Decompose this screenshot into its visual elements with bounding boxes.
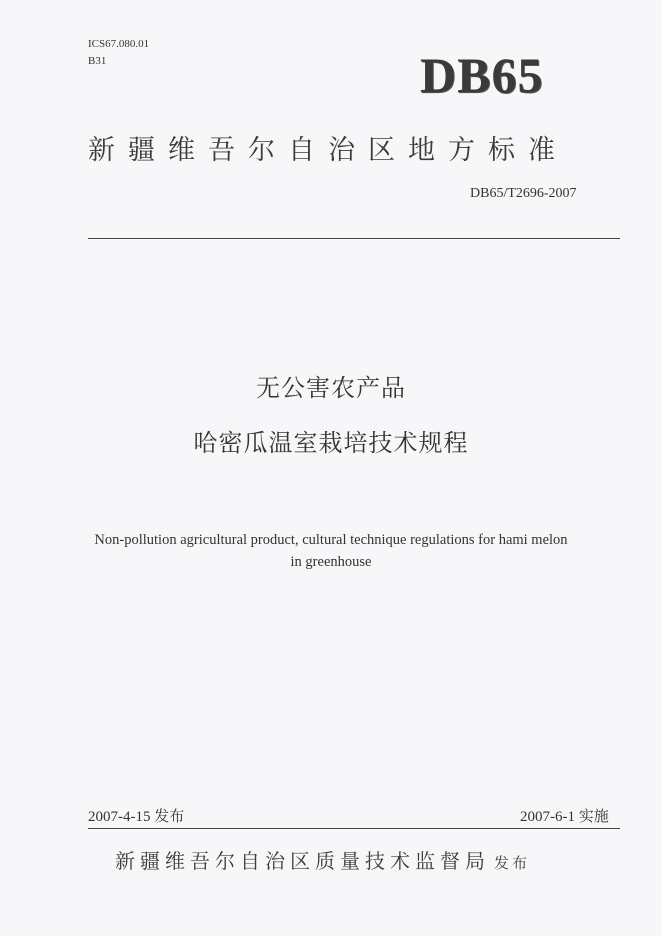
implementation-date: 2007-6-1 实施	[520, 809, 609, 825]
standard-code-logo: DB65	[420, 47, 544, 103]
document-number: DB65/T2696-2007	[470, 186, 577, 201]
issuer-suffix: 发布	[494, 854, 531, 872]
footer-divider	[88, 828, 620, 829]
authority-title: 新疆维吾尔自治区地方标准	[88, 135, 568, 166]
main-title-line1: 无公害农产品	[256, 374, 406, 402]
issue-date: 2007-4-15 发布	[88, 809, 185, 825]
english-title-line2: in greenhouse	[290, 554, 372, 570]
english-title-line1: Non-pollution agricultural product, cultural technique regulations for hami melon	[94, 532, 568, 548]
ccs-code: B31	[88, 55, 107, 67]
header-divider	[88, 238, 620, 239]
issuer-name: 新疆维吾尔自治区质量技术监督局	[115, 849, 490, 873]
ics-code: ICS67.080.01	[88, 38, 150, 50]
main-title-line2: 哈密瓜温室栽培技术规程	[193, 429, 469, 457]
issuer-block	[115, 845, 530, 874]
